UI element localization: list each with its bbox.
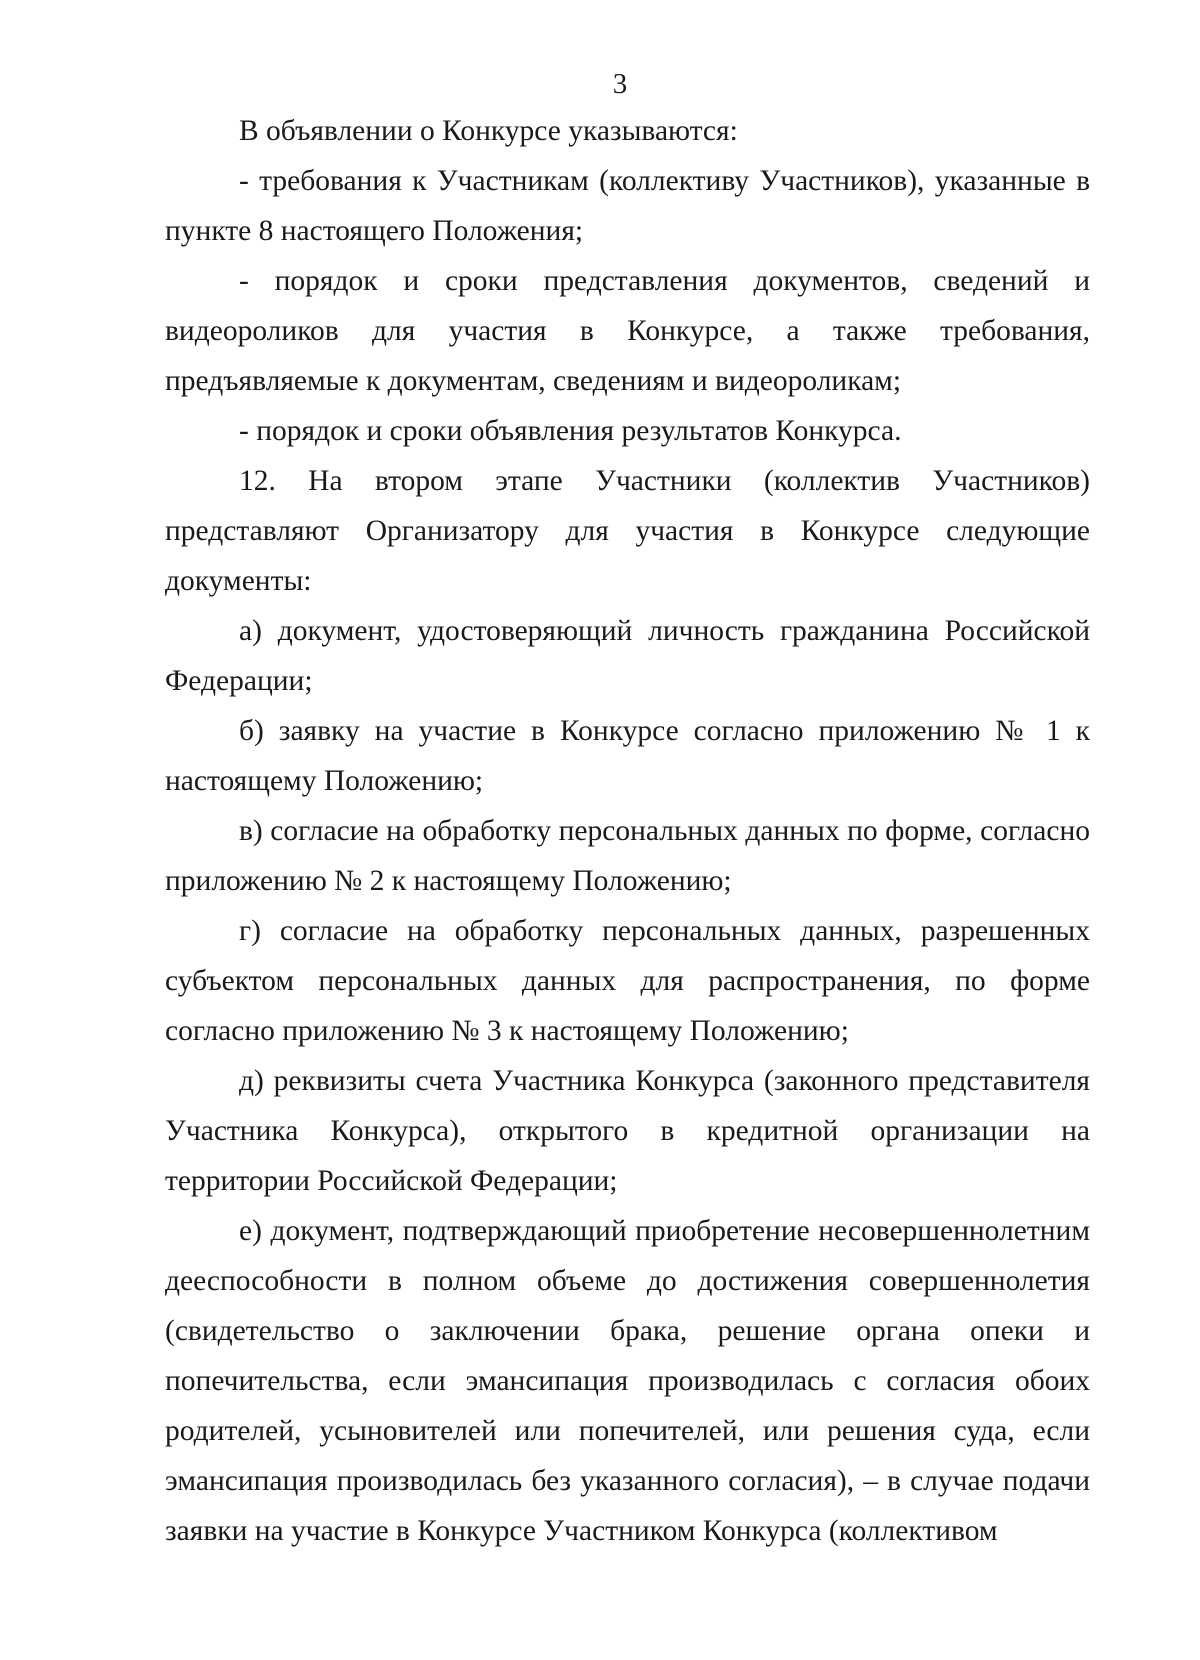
paragraph-results-procedure: - порядок и сроки объявления результатов Конкурса. (239, 415, 902, 447)
paragraph-item-a: а) документ, удостоверяющий личность гражданина Российской Федерации; (165, 615, 1090, 697)
paragraph-item-v: в) согласие на обработку персональных данных по форме, согласно приложению № 2 к настоящему Положению; (165, 815, 1090, 897)
paragraph-item-d: д) реквизиты счета Участника Конкурса (законного представителя Участника Конкурса), открытого в кредитной организации на территории Российской Федерации; (165, 1065, 1090, 1197)
paragraph-announcement-intro: В объявлении о Конкурсе указываются: (239, 115, 738, 147)
paragraph-participant-requirements: - требования к Участникам (коллективу Участников), указанные в пункте 8 настоящего Положения; (165, 165, 1090, 247)
paragraph-item-g: г) согласие на обработку персональных данных, разрешенных субъектом персональных данных для распространения, по форме согласно приложению № 3 к настоящему Положению; (165, 915, 1090, 1047)
page-number: 3 (612, 68, 628, 100)
paragraph-clause-12: 12. На втором этапе Участники (коллектив Участников) представляют Организатору для участия в Конкурсе следующие документы: (165, 465, 1090, 597)
paragraph-item-e: е) документ, подтверждающий приобретение несовершеннолетним дееспособности в полном объеме до достижения совершеннолетия (свидетельство о заключении брака, решение органа опеки и попечительства, если эмансипация производилась с согласия обоих родителей, усыновителей или попечителей, или решения суда, если эмансипация производилась без указанного согласия), – в случае подачи заявки на участие в Конкурсе Участником Конкурса (коллективом (165, 1215, 1090, 1547)
document-body (165, 106, 1090, 1556)
paragraph-item-b: б) заявку на участие в Конкурсе согласно приложению № 1 к настоящему Положению; (165, 715, 1090, 797)
paragraph-submission-procedure: - порядок и сроки представления документов, сведений и видеороликов для участия в Конкурсе, а также требования, предъявляемые к документам, сведениям и видеороликам; (165, 265, 1090, 397)
